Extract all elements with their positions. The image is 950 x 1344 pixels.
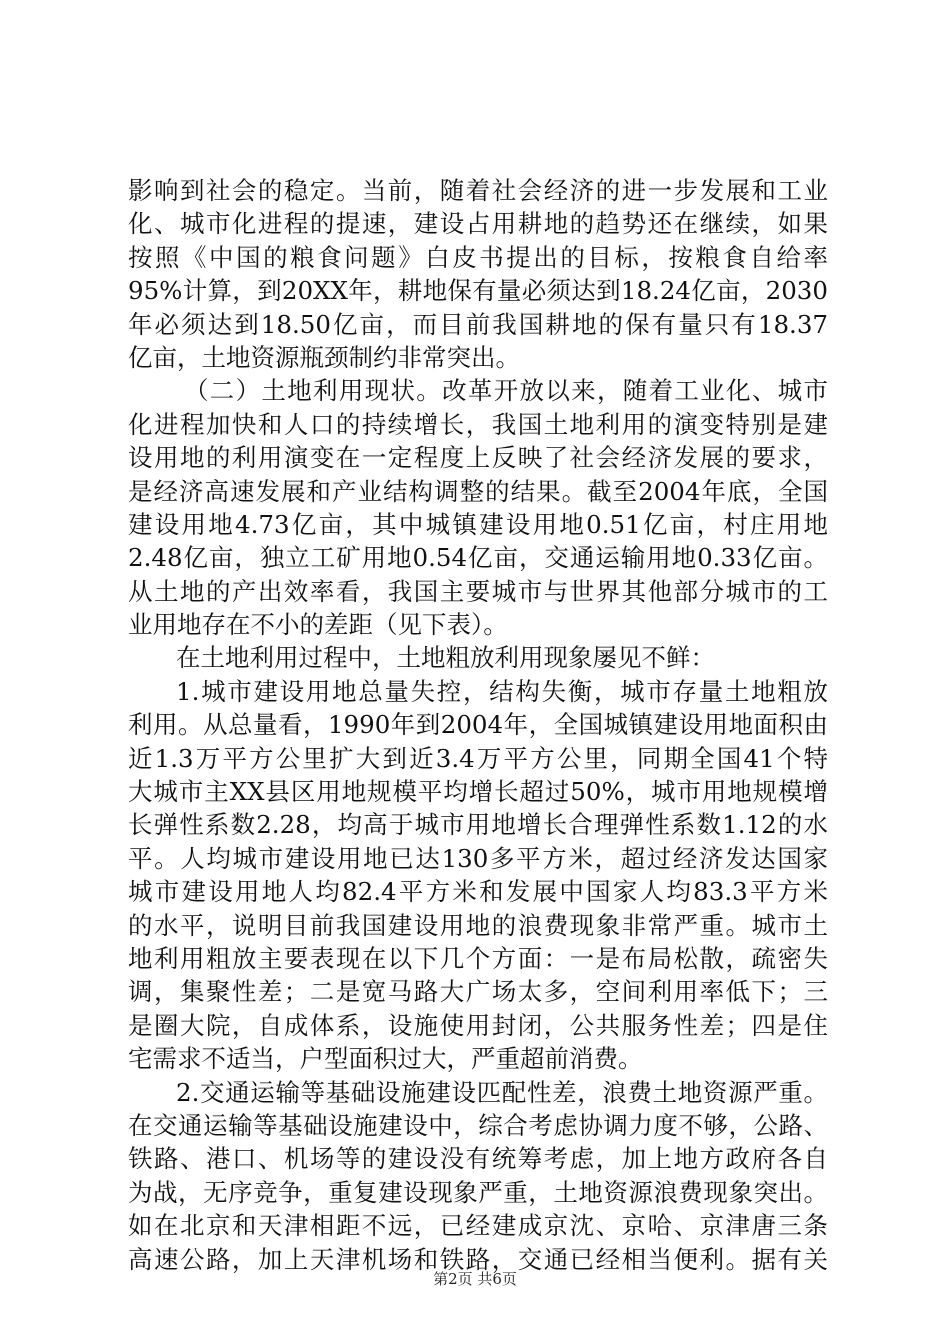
text-line: 是经济高速发展和产业结构调整的结果。截至2004年底，全国 <box>128 476 828 506</box>
text-line: 调，集聚性差；二是宽马路大广场太多，空间利用率低下；三 <box>128 977 828 1007</box>
text-line: 利用。从总量看，1990年到2004年，全国城镇建设用地面积由 <box>128 710 828 740</box>
text-line: 地利用粗放主要表现在以下几个方面：一是布局松散，疏密失 <box>128 943 828 973</box>
text-line: 高速公路，加上天津机场和铁路，交通已经相当便利。据有关 <box>128 1244 828 1274</box>
text-line: 建设用地4.73亿亩，其中城镇建设用地0.51亿亩，村庄用地 <box>128 509 828 539</box>
document-body <box>128 174 828 1276</box>
text-line: 在交通运输等基础设施建设中，综合考虑协调力度不够，公路、 <box>128 1110 828 1140</box>
text-line: 铁路、港口、机场等的建设没有统筹考虑，加上地方政府各自 <box>128 1144 828 1174</box>
text-line: 近1.3万平方公里扩大到近3.4万平方公里，同期全国41个特 <box>128 743 828 773</box>
text-line: 从土地的产出效率看，我国主要城市与世界其他部分城市的工 <box>128 576 828 606</box>
text-line: 是圈大院，自成体系，设施使用封闭，公共服务性差；四是住 <box>128 1010 828 1040</box>
text-line: （二）土地利用现状。改革开放以来，随着工业化、城市 <box>184 376 828 406</box>
text-line: 城市建设用地人均82.4平方米和发展中国家人均83.3平方米 <box>128 877 828 907</box>
text-line: 年必须达到18.50亿亩，而目前我国耕地的保有量只有18.37 <box>128 309 828 339</box>
text-line: 为战，无序竞争，重复建设现象严重，土地资源浪费现象突出。 <box>128 1177 828 1207</box>
text-line: 1.城市建设用地总量失控，结构失衡，城市存量土地粗放 <box>176 676 828 706</box>
text-line: 平。人均城市建设用地已达130多平方米，超过经济发达国家 <box>128 843 828 873</box>
text-line: 亿亩，土地资源瓶颈制约非常突出。 <box>128 342 520 372</box>
text-line: 化、城市化进程的提速，建设占用耕地的趋势还在继续，如果 <box>128 209 828 239</box>
text-line: 设用地的利用演变在一定程度上反映了社会经济发展的要求， <box>128 443 828 473</box>
text-line: 2.交通运输等基础设施建设匹配性差，浪费土地资源严重。 <box>176 1077 828 1107</box>
text-line: 宅需求不适当，户型面积过大，严重超前消费。 <box>128 1044 643 1074</box>
text-line: 在土地利用过程中，土地粗放利用现象屡见不鲜： <box>176 643 715 673</box>
text-line: 化进程加快和人口的持续增长，我国土地利用的演变特别是建 <box>128 409 828 439</box>
text-line: 业用地存在不小的差距（见下表）。 <box>128 610 508 640</box>
text-line: 按照《中国的粮食问题》白皮书提出的目标，按粮食自给率 <box>128 242 828 272</box>
text-line: 影响到社会的稳定。当前，随着社会经济的进一步发展和工业 <box>128 176 828 205</box>
text-line: 如在北京和天津相距不远，已经建成京沈、京哈、京津唐三条 <box>128 1211 828 1241</box>
text-line: 的水平，说明目前我国建设用地的浪费现象非常严重。城市土 <box>128 910 828 940</box>
page-number-footer: 第2页 共6页 <box>433 1270 517 1288</box>
text-line: 大城市主XX县区用地规模平均增长超过50%，城市用地规模增 <box>128 777 828 807</box>
text-line: 长弹性系数2.28，均高于城市用地增长合理弹性系数1.12的水 <box>128 810 828 840</box>
text-line: 2.48亿亩，独立工矿用地0.54亿亩，交通运输用地0.33亿亩。 <box>128 543 828 573</box>
text-line: 95%计算，到20XX年，耕地保有量必须达到18.24亿亩，2030 <box>128 276 828 306</box>
